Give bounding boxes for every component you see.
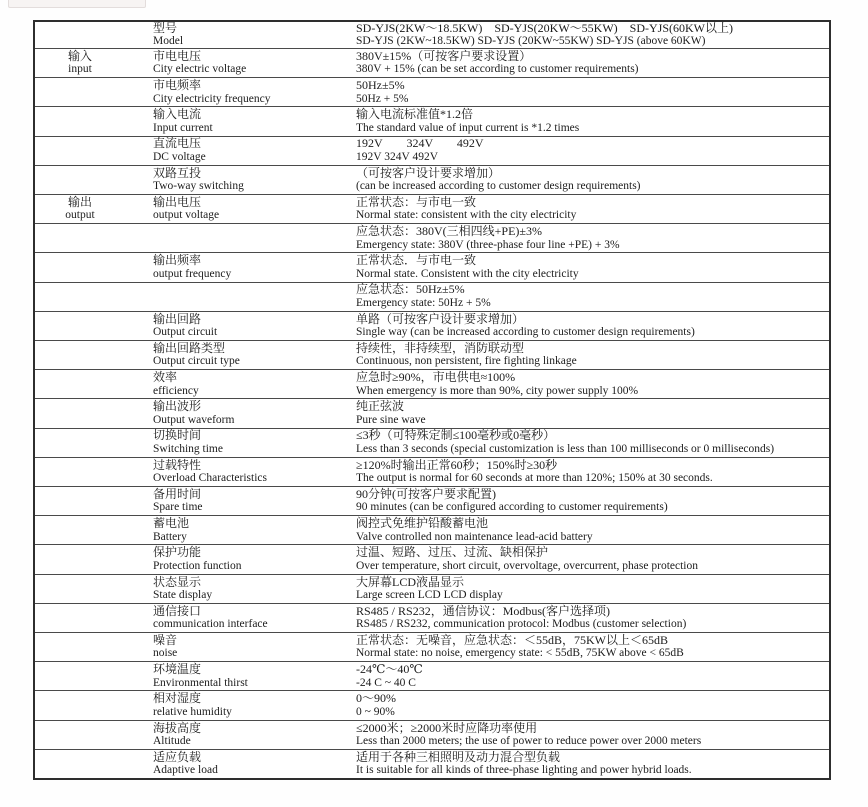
- parameter-label-zh: 输出频率: [153, 253, 202, 268]
- table-row: [35, 574, 829, 603]
- parameter-label-zh: 输出电压: [153, 194, 202, 209]
- parameter-label-zh: 通信接口: [153, 603, 202, 618]
- table-row: [35, 749, 829, 778]
- table-row: [35, 48, 829, 77]
- parameter-label-en: output frequency: [153, 267, 232, 280]
- category-cell: [35, 107, 125, 135]
- value-text-zh: 过温、短路、过压、过流、缺相保护: [356, 545, 549, 560]
- value-text-zh: -24℃～40℃: [356, 662, 423, 677]
- value-text-en: When emergency is more than 90%, city power supply 100%: [356, 384, 639, 397]
- category-cell: [35, 633, 125, 661]
- value-text-en: Large screen LCD LCD display: [356, 589, 503, 601]
- table-row: [35, 720, 829, 749]
- parameter-cell: [125, 195, 356, 223]
- category-label-en: output: [65, 209, 95, 222]
- value-cell: [356, 312, 829, 340]
- value-cell: [356, 341, 829, 369]
- category-cell: [35, 399, 125, 427]
- category-cell: [35, 604, 125, 632]
- parameter-label-zh: 备用时间: [153, 486, 202, 501]
- value-text-en: 380V + 15% (can be set according to customer requirements): [356, 63, 639, 76]
- category-label-en: input: [68, 63, 92, 76]
- parameter-cell: [125, 312, 356, 340]
- parameter-label-zh: 效率: [153, 370, 178, 385]
- parameter-cell: [125, 399, 356, 427]
- value-text-zh: 单路（可按客户设计要求增加）: [356, 311, 525, 326]
- category-cell: [35, 750, 125, 778]
- value-text-en: Less than 2000 meters; the use of power to reduce power over 2000 meters: [356, 735, 702, 748]
- table-row: [35, 515, 829, 544]
- value-text-zh: 50Hz±5%: [356, 78, 405, 93]
- value-cell: [356, 107, 829, 135]
- parameter-cell: [125, 487, 356, 515]
- table-row: [35, 661, 829, 690]
- category-cell: [35, 224, 125, 252]
- parameter-label-zh: 市电电压: [153, 48, 202, 63]
- category-cell: [35, 195, 125, 223]
- parameter-label-en: City electricity frequency: [153, 92, 271, 105]
- category-cell: [35, 283, 125, 311]
- category-cell: [35, 312, 125, 340]
- parameter-label-en: output voltage: [153, 209, 220, 222]
- value-cell: [356, 721, 829, 749]
- value-text-zh: 正常状态：无噪音，应急状态：＜55dB，75KW以上＜65dB: [356, 632, 669, 647]
- category-cell: [35, 253, 125, 281]
- parameter-label-en: communication interface: [153, 618, 268, 631]
- parameter-cell: [125, 662, 356, 690]
- table-row: [35, 223, 829, 252]
- value-text-zh: 应急状态：50Hz±5%: [356, 282, 465, 297]
- value-text-zh: 0～90%: [356, 691, 396, 706]
- table-row: [35, 136, 829, 165]
- parameter-cell: [125, 49, 356, 77]
- category-cell: [35, 458, 125, 486]
- category-cell: [35, 370, 125, 398]
- parameter-label-zh: 输出回路: [153, 311, 202, 326]
- table-row: [35, 106, 829, 135]
- value-text-zh: 正常状态：与市电一致: [356, 194, 477, 209]
- category-cell: [35, 691, 125, 719]
- parameter-label-en: Input current: [153, 121, 213, 134]
- parameter-label-zh: 输出波形: [153, 399, 202, 414]
- table-row: [35, 690, 829, 719]
- parameter-label-en: City electric voltage: [153, 63, 247, 76]
- parameter-cell: [125, 633, 356, 661]
- table-row: [35, 603, 829, 632]
- table-row: [35, 282, 829, 311]
- value-text-zh: （可按客户设计要求增加）: [356, 165, 501, 180]
- value-text-en: It is suitable for all kinds of three-phase lighting and power hybrid loads.: [356, 764, 692, 777]
- value-cell: [356, 750, 829, 778]
- value-cell: [356, 429, 829, 457]
- value-text-zh: ≤2000米；≥2000米时应降功率使用: [356, 720, 538, 735]
- value-cell: [356, 195, 829, 223]
- parameter-label-zh: 市电频率: [153, 78, 202, 93]
- value-text-zh: 380V±15%（可按客户要求设置）: [356, 48, 532, 63]
- value-text-en: Less than 3 seconds (special customization is less than 100 milliseconds or 0 milliseconds): [356, 442, 775, 455]
- value-text-en: Pure sine wave: [356, 413, 426, 426]
- table-row: [35, 486, 829, 515]
- parameter-cell: [125, 429, 356, 457]
- parameter-label-en: Altitude: [153, 735, 191, 748]
- value-text-en: 0 ~ 90%: [356, 705, 395, 718]
- value-text-en: Normal state: no noise, emergency state: < 55dB, 75KW above < 65dB: [356, 647, 684, 660]
- parameter-cell: [125, 22, 356, 48]
- category-label-zh: 输出: [67, 194, 92, 209]
- parameter-label-en: relative humidity: [153, 705, 232, 718]
- value-text-en: 50Hz + 5%: [356, 92, 409, 105]
- value-cell: [356, 662, 829, 690]
- table-row: [35, 340, 829, 369]
- value-text-zh: SD-YJS(2KW～18.5KW) SD-YJS(20KW～55KW) SD-YJS(60KW以上): [356, 20, 733, 35]
- parameter-label-en: Output waveform: [153, 413, 235, 426]
- parameter-label-zh: 环境温度: [153, 662, 202, 677]
- value-text-en: The standard value of input current is *1.2 times: [356, 121, 580, 134]
- category-cell: [35, 137, 125, 165]
- value-cell: [356, 487, 829, 515]
- parameter-cell: [125, 137, 356, 165]
- value-text-en: RS485 / RS232, communication protocol: Modbus (customer selection): [356, 618, 687, 631]
- value-cell: [356, 49, 829, 77]
- parameter-label-en: Output circuit: [153, 326, 218, 339]
- value-text-zh: 适用于各种三相照明及动力混合型负载: [356, 749, 561, 764]
- parameter-label-zh: 蓄电池: [153, 516, 190, 531]
- category-cell: [35, 662, 125, 690]
- value-text-en: (can be increased according to customer design requirements): [356, 180, 641, 193]
- parameter-label-en: Two-way switching: [153, 180, 244, 193]
- parameter-cell: [125, 166, 356, 194]
- parameter-label-en: efficiency: [153, 384, 199, 397]
- parameter-label-en: DC voltage: [153, 150, 206, 163]
- value-text-zh: 纯正弦波: [356, 399, 405, 414]
- value-text-en: Emergency state: 50Hz + 5%: [356, 296, 491, 309]
- parameter-cell: [125, 78, 356, 106]
- parameter-label-zh: 双路互投: [153, 165, 202, 180]
- category-cell: [35, 429, 125, 457]
- value-text-en: Single way (can be increased according to customer design requirements): [356, 326, 695, 339]
- value-cell: [356, 691, 829, 719]
- value-cell: [356, 224, 829, 252]
- value-cell: [356, 633, 829, 661]
- parameter-label-zh: 过载特性: [153, 457, 202, 472]
- parameter-cell: [125, 545, 356, 573]
- parameter-cell: [125, 224, 356, 252]
- category-cell: [35, 516, 125, 544]
- value-text-zh: 正常状态．与市电一致: [356, 253, 477, 268]
- table-row: [35, 311, 829, 340]
- value-cell: [356, 604, 829, 632]
- value-text-zh: 阀控式免维护铅酸蓄电池: [356, 516, 489, 531]
- parameter-label-en: noise: [153, 647, 178, 660]
- parameter-label-en: State display: [153, 589, 213, 601]
- table-row: [35, 252, 829, 281]
- table-row: [35, 22, 829, 48]
- parameter-cell: [125, 107, 356, 135]
- parameter-label-en: Adaptive load: [153, 764, 218, 777]
- parameter-label-en: Protection function: [153, 559, 242, 572]
- value-cell: [356, 399, 829, 427]
- parameter-label-en: Output circuit type: [153, 355, 240, 368]
- value-cell: [356, 516, 829, 544]
- value-cell: [356, 575, 829, 603]
- category-cell: [35, 341, 125, 369]
- category-cell: [35, 721, 125, 749]
- table-row: [35, 632, 829, 661]
- cropped-ui-fragment: [8, 0, 146, 8]
- value-cell: [356, 283, 829, 311]
- value-text-en: Emergency state: 380V (three-phase four line +PE) + 3%: [356, 238, 620, 251]
- parameter-cell: [125, 370, 356, 398]
- parameter-label-zh: 相对湿度: [153, 691, 202, 706]
- value-text-zh: 输入电流标准值*1.2倍: [356, 107, 474, 122]
- value-cell: [356, 166, 829, 194]
- value-text-en: Over temperature, short circuit, overvoltage, overcurrent, phase protection: [356, 559, 698, 572]
- value-text-zh: 90分钟(可按客户要求配置): [356, 486, 496, 501]
- parameter-label-zh: 切换时间: [153, 428, 202, 443]
- parameter-cell: [125, 604, 356, 632]
- table-row: [35, 194, 829, 223]
- value-text-zh: RS485 / RS232，通信协议：Modbus(客户选择项): [356, 603, 611, 618]
- parameter-cell: [125, 721, 356, 749]
- parameter-cell: [125, 253, 356, 281]
- parameter-label-en: Switching time: [153, 442, 223, 455]
- table-row: [35, 544, 829, 573]
- value-cell: [356, 22, 829, 48]
- value-text-zh: 大屏幕LCD液晶显示: [356, 574, 465, 589]
- category-cell: [35, 166, 125, 194]
- parameter-label-zh: 输出回路类型: [153, 340, 226, 355]
- value-cell: [356, 545, 829, 573]
- spec-table: [33, 20, 831, 780]
- parameter-label-en: Spare time: [153, 501, 203, 514]
- value-text-zh: 应急时≥90%，市电供电≈100%: [356, 370, 516, 385]
- value-text-zh: ≥120%时输出正常60秒；150%时≥30秒: [356, 457, 558, 472]
- parameter-cell: [125, 750, 356, 778]
- parameter-label-zh: 输入电流: [153, 107, 202, 122]
- value-text-en: 192V 324V 492V: [356, 150, 438, 163]
- value-cell: [356, 458, 829, 486]
- parameter-label-en: Environmental thirst: [153, 676, 248, 689]
- value-text-en: SD-YJS (2KW~18.5KW) SD-YJS (20KW~55KW) SD-YJS (above 60KW): [356, 35, 706, 48]
- category-cell: [35, 487, 125, 515]
- category-cell: [35, 78, 125, 106]
- table-row: [35, 77, 829, 106]
- parameter-label-en: Model: [153, 35, 184, 48]
- table-row: [35, 369, 829, 398]
- value-text-en: The output is normal for 60 seconds at more than 120%; 150% at 30 seconds.: [356, 472, 713, 485]
- parameter-label-zh: 型号: [153, 20, 178, 35]
- parameter-label-zh: 保护功能: [153, 545, 202, 560]
- table-row: [35, 428, 829, 457]
- value-text-en: Normal state. Consistent with the city electricity: [356, 267, 579, 280]
- value-text-en: Valve controlled non maintenance lead-acid battery: [356, 530, 593, 543]
- category-cell: [35, 22, 125, 48]
- value-cell: [356, 253, 829, 281]
- parameter-cell: [125, 575, 356, 603]
- value-text-en: 90 minutes (can be configured according to customer requirements): [356, 501, 668, 514]
- category-cell: [35, 575, 125, 603]
- value-text-zh: 192V 324V 492V: [356, 136, 484, 151]
- value-text-zh: ≤3秒（可特殊定制≤100毫秒或0毫秒）: [356, 428, 556, 443]
- table-row: [35, 398, 829, 427]
- value-cell: [356, 370, 829, 398]
- parameter-label-zh: 状态显示: [153, 574, 202, 589]
- value-text-en: Normal state: consistent with the city electricity: [356, 209, 577, 222]
- parameter-label-en: Overload Characteristics: [153, 472, 267, 485]
- parameter-label-zh: 直流电压: [153, 136, 202, 151]
- table-row: [35, 165, 829, 194]
- parameter-cell: [125, 283, 356, 311]
- parameter-label-zh: 适应负载: [153, 749, 202, 764]
- category-cell: [35, 49, 125, 77]
- value-cell: [356, 137, 829, 165]
- parameter-label-zh: 海拔高度: [153, 720, 202, 735]
- category-cell: [35, 545, 125, 573]
- parameter-cell: [125, 516, 356, 544]
- parameter-label-zh: 噪音: [153, 632, 178, 647]
- value-text-en: Continuous, non persistent, fire fighting linkage: [356, 355, 577, 368]
- value-cell: [356, 78, 829, 106]
- parameter-cell: [125, 691, 356, 719]
- parameter-label-en: Battery: [153, 530, 187, 543]
- table-row: [35, 457, 829, 486]
- category-label-zh: 输入: [67, 48, 92, 63]
- value-text-zh: 应急状态：380V(三相四线+PE)±3%: [356, 224, 543, 239]
- value-text-zh: 持续性，非持续型，消防联动型: [356, 340, 525, 355]
- value-text-en: -24 C ~ 40 C: [356, 676, 416, 689]
- parameter-cell: [125, 458, 356, 486]
- parameter-cell: [125, 341, 356, 369]
